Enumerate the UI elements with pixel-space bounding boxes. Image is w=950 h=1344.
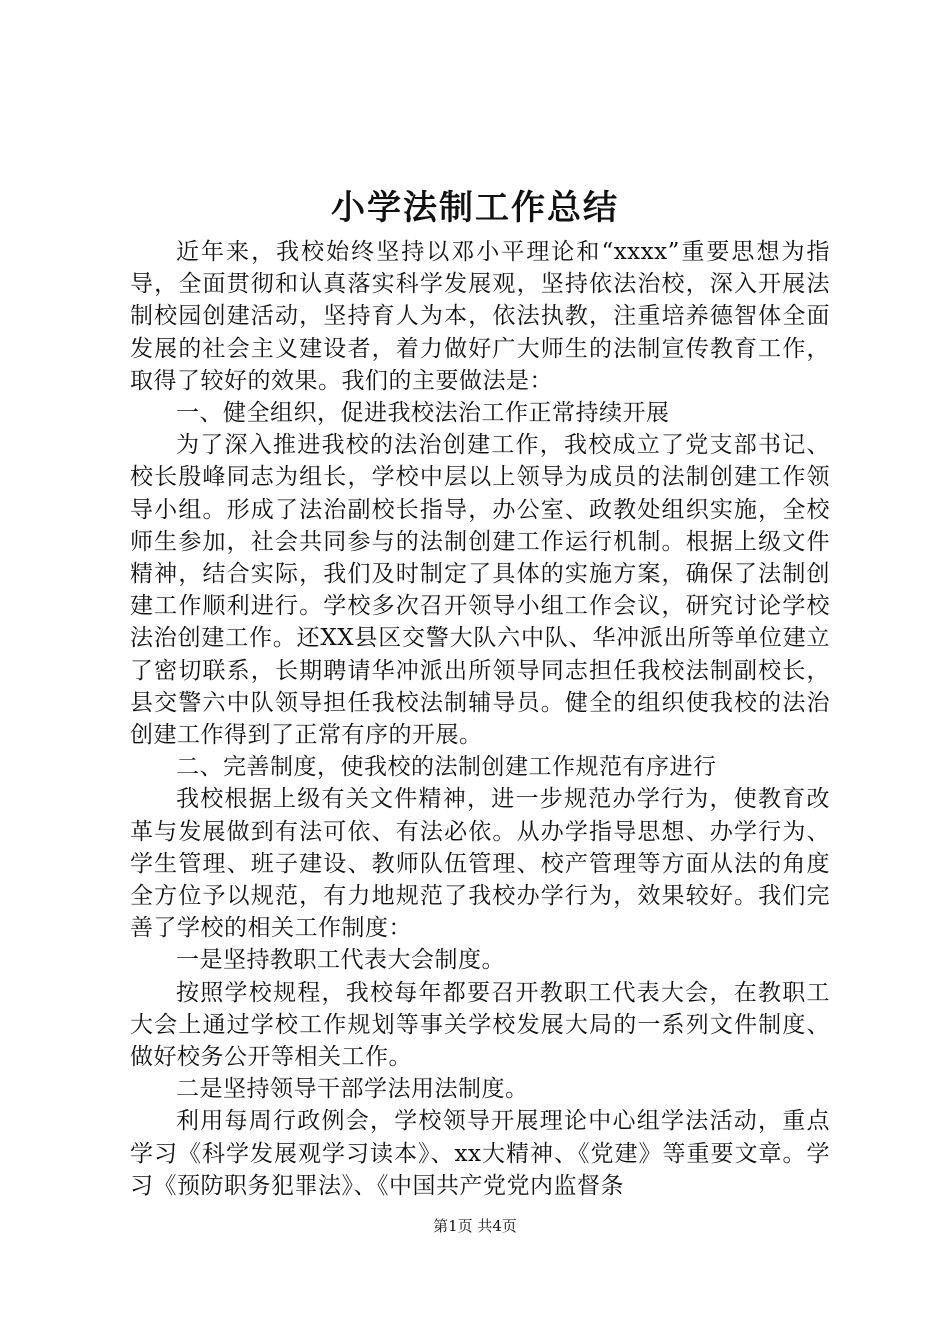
paragraph-intro: 近年来，我校始终坚持以邓小平理论和“xxxx”重要思想为指导，全面贯彻和认真落实科学发展观，坚持依法治校，深入开展法制校园创建活动，坚持育人为本，依法执教，注重培养德智体全面发展的社会主义建设者，着力做好广大师生的法制宣传教育工作，取得了较好的效果。我们的主要做法是： [130,239,830,394]
subheading-congress: 一是坚持教职工代表大会制度。 [176,947,505,974]
subheading-law-study: 二是坚持领导干部学法用法制度。 [176,1076,529,1103]
section-heading-2: 二、完善制度，使我校的法制创建工作规范有序进行 [176,754,717,781]
paragraph-regulations: 我校根据上级有关文件精神，进一步规范办学行为，使教育改革与发展做到有法可依、有法必依。从办学指导思想、办学行为、学生管理、班子建设、教师队伍管理、校产管理等方面从法的角度全方位予以规范，有力地规范了我校办学行为，效果较好。我们完善了学校的相关工作制度： [130,786,830,942]
paragraph-organization: 为了深入推进我校的法治创建工作，我校成立了党支部书记、校长殷峰同志为组长，学校中层以上领导为成员的法制创建工作领导小组。形成了法治副校长指导，办公室、政教处组织实施，全校师生参加，社会共同参与的法制创建工作运行机制。根据上级文件精神，结合实际，我们及时制定了具体的实施方案，确保了法制创建工作顺利进行。学校多次召开领导小组工作会议，研究讨论学校法治创建工作。还XX县区交警大队六中队、华冲派出所等单位建立了密切联系，长期聘请华冲派出所领导同志担任我校法制副校长，县交警六中队领导担任我校法制辅导员。健全的组织使我校的法治创建工作得到了正常有序的开展。 [130,432,830,749]
page-number-footer: 第1页 共4页 [433,1217,517,1235]
document-title: 小学法制工作总结 [331,188,619,228]
document-body [130,236,830,1202]
paragraph-congress: 按照学校规程，我校每年都要召开教职工代表大会，在教职工大会上通过学校工作规划等事关学校发展大局的一系列文件制度、做好校务公开等相关工作。 [130,979,830,1071]
paragraph-law-study: 利用每周行政例会，学校领导开展理论中心组学法活动，重点学习《科学发展观学习读本》、xx大精神、《党建》等重要文章。学习《预防职务犯罪法》、《中国共产党党内监督条 [130,1108,830,1199]
section-heading-1: 一、健全组织，促进我校法治工作正常持续开展 [176,400,670,427]
